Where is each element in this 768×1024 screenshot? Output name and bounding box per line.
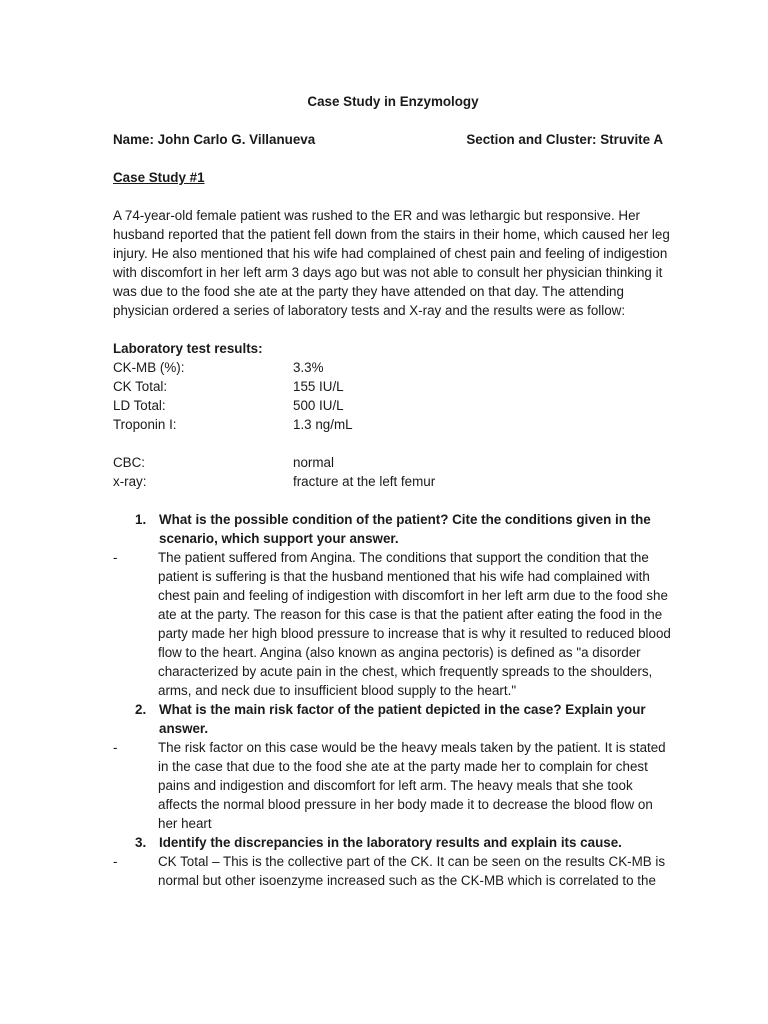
lab-row (113, 358, 673, 377)
other-result-value: fracture at the left femur (293, 474, 436, 489)
other-result-row (113, 472, 673, 491)
answer-text: CK Total – This is the collective part of the CK. It can be seen on the results CK-MB is normal but other isoenzyme increased such as the CK-MB which is correlated to the (158, 854, 666, 888)
question-number: 3. (135, 835, 147, 850)
case-heading: Case Study #1 (113, 170, 205, 185)
other-result-label: x-ray: (113, 474, 147, 489)
answer-item (113, 548, 673, 700)
answer-dash: - (113, 854, 118, 869)
lab-value: 1.3 ng/mL (293, 417, 353, 432)
lab-label: LD Total: (113, 398, 166, 413)
lab-label: CK Total: (113, 379, 168, 394)
question-item (135, 510, 673, 548)
question-text: What is the possible condition of the patient? Cite the conditions given in the scenario, which support your answer. (159, 512, 651, 546)
answer-item (113, 852, 673, 890)
spacer (113, 434, 673, 453)
question-number: 1. (135, 512, 147, 527)
header-row (113, 130, 673, 149)
question-number: 2. (135, 702, 147, 717)
lab-value: 155 IU/L (293, 379, 344, 394)
document-body (113, 92, 673, 890)
other-result-label: CBC: (113, 455, 145, 470)
document-title: Case Study in Enzymology (307, 94, 479, 109)
question-text: Identify the discrepancies in the laboratory results and explain its cause. (159, 835, 622, 850)
lab-label: CK-MB (%): (113, 360, 185, 375)
answer-text: The patient suffered from Angina. The conditions that support the condition that the patient is suffering is that the husband mentioned that his wife had complained with chest pain and feeling of indigestion with discomfort in her left arm due to the food she ate at the party. The reason for this case is that the patient after eating the food in the party made her high blood pressure to increase that is why it resulted to reduced blood flow to the heart. Angina (also known as angina pectoris) is defined as "a disorder characterized by acute pain in the chest, which frequently spreads to the shoulders, arms, and neck due to insufficient blood supply to the heart." (158, 550, 671, 698)
lab-label: Troponin I: (113, 417, 177, 432)
answer-dash: - (113, 550, 118, 565)
question-text: What is the main risk factor of the patient depicted in the case? Explain your answer. (159, 702, 646, 736)
lab-value: 500 IU/L (293, 398, 344, 413)
question-item (135, 833, 673, 852)
other-result-row (113, 453, 673, 472)
answer-dash: - (113, 740, 118, 755)
other-result-value: normal (293, 455, 334, 470)
scenario-paragraph: A 74-year-old female patient was rushed to the ER and was lethargic but responsive. Her husband reported that the patient fell down from the stairs in their home, which caused her leg injury. He also mentioned that his wife had complained of chest pain and feeling of indigestion with discomfort in her left arm 3 days ago but was not able to consult her physician thinking it was due to the food she ate at the party they have attended on that day. The attending physician ordered a series of laboratory tests and X-ray and the results were as follow: (113, 208, 670, 318)
lab-row (113, 377, 673, 396)
answer-text: The risk factor on this case would be the heavy meals taken by the patient. It is stated in the case that due to the food she ate at the party made her to complain for chest pains and indigestion and discomfort for left arm. The heavy meals that she took affects the normal blood pressure in her body made it to decrease the blood flow on her heart (158, 740, 666, 831)
lab-heading: Laboratory test results: (113, 341, 263, 356)
lab-row (113, 415, 673, 434)
answer-item (113, 738, 673, 833)
section-cluster: Section and Cluster: Struvite A (466, 132, 663, 147)
lab-value: 3.3% (293, 360, 324, 375)
question-item (135, 700, 673, 738)
lab-row (113, 396, 673, 415)
student-name: Name: John Carlo G. Villanueva (113, 132, 316, 147)
